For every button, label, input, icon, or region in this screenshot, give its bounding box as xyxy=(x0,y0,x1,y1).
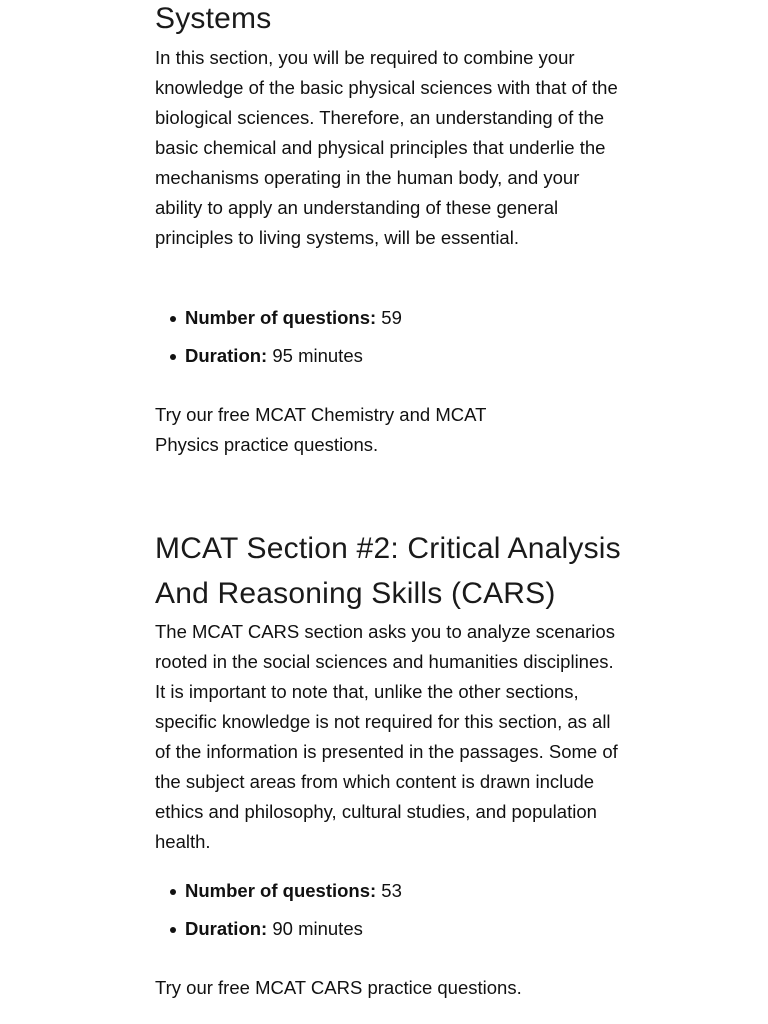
practice-prefix: Try our free xyxy=(155,404,256,425)
mcat-cars-link[interactable]: MCAT CARS xyxy=(255,977,363,998)
practice-suffix: practice questions. xyxy=(362,977,522,998)
stat-label: Duration: xyxy=(185,345,268,366)
stat-value: 53 xyxy=(376,880,402,901)
section1-stat-questions xyxy=(155,303,625,341)
stat-label: Number of questions: xyxy=(185,880,377,901)
mcat-chemistry-link[interactable]: MCAT Chemistry xyxy=(255,404,395,425)
practice-suffix: practice questions. xyxy=(218,434,379,455)
section2-practice-text xyxy=(155,973,625,1003)
section2-stat-duration xyxy=(155,914,625,952)
section2-heading: MCAT Section #2: Critical Analysis And Reasoning Skills (CARS) xyxy=(155,532,621,610)
stat-value: 90 minutes xyxy=(267,918,363,939)
section2-paragraph: The MCAT CARS section asks you to analyze scenarios rooted in the social sciences and humanities disciplines. It is important to note that, unlike the other sections, specific knowledge is not required for this section, as all of the information is presented in the passages. Some of the subject areas from which content is drawn include ethics and philosophy, cultural studies, and population health. xyxy=(155,621,618,852)
mcat-physics-link[interactable]: MCAT Physics xyxy=(155,404,487,455)
stat-value: 95 minutes xyxy=(267,345,363,366)
stat-label: Number of questions: xyxy=(185,307,377,328)
section1-practice-text xyxy=(155,400,515,460)
section2-stat-questions xyxy=(155,876,625,914)
practice-prefix: Try our free xyxy=(155,977,256,998)
section1-heading: Systems xyxy=(155,2,272,35)
section2-stats-list xyxy=(155,876,625,952)
section1-paragraph: In this section, you will be required to combine your knowledge of the basic physical sciences with that of the biological sciences. Therefore, an understanding of the basic chemical and physical principles that underlie the mechanisms operating in the human body, and your ability to apply an understanding of these general principles to living systems, will be essential. xyxy=(155,47,618,248)
practice-middle: and xyxy=(394,404,436,425)
stat-label: Duration: xyxy=(185,918,268,939)
stat-value: 59 xyxy=(376,307,402,328)
section1-stats-list xyxy=(155,303,625,379)
section1-stat-duration xyxy=(155,341,625,379)
